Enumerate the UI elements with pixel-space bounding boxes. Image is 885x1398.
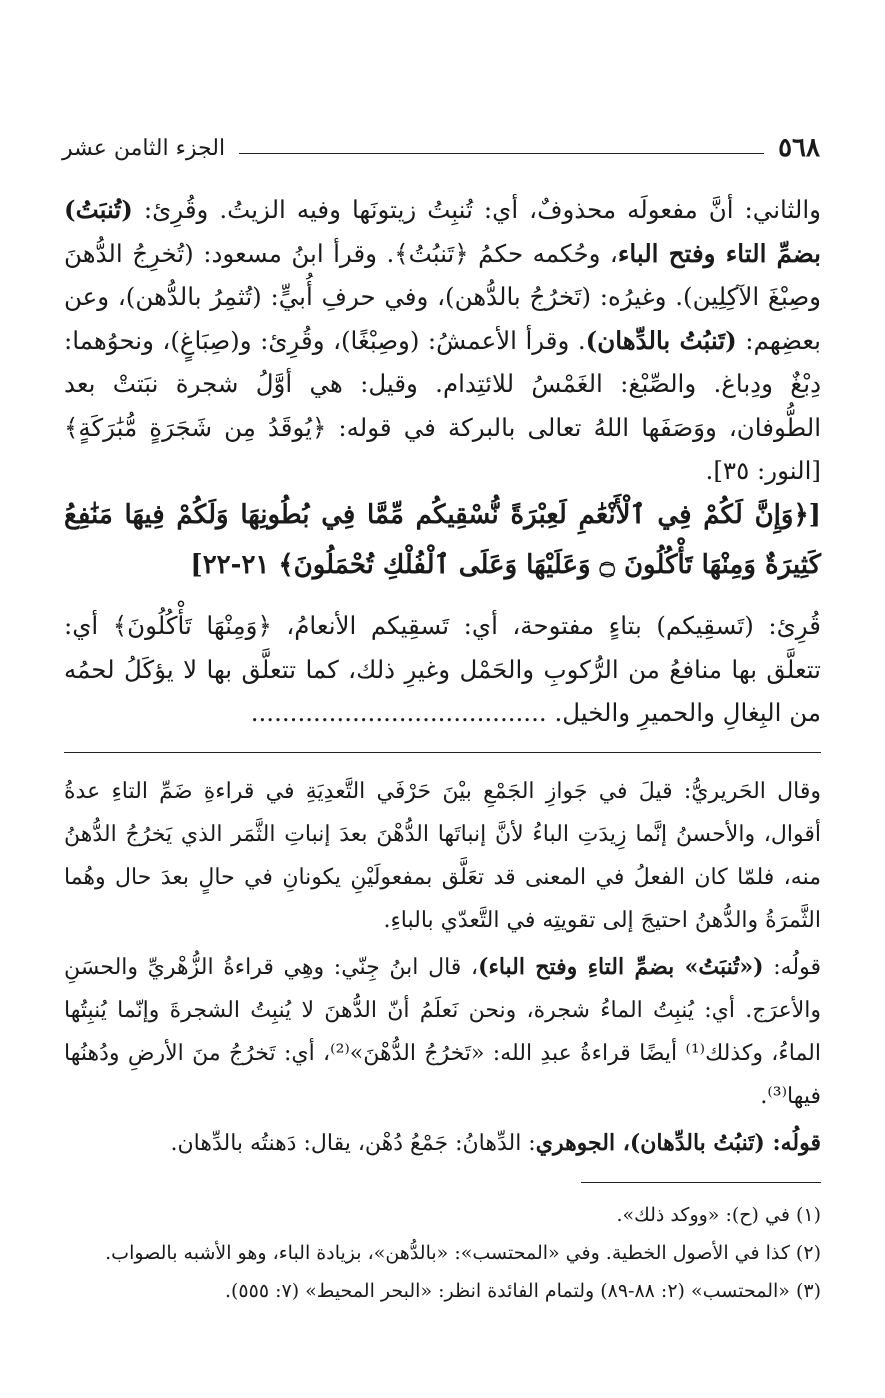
main-paragraph-2: قُرِئ: (تَسقِيكم) بتاءٍ مفتوحة، أي: تَسقِيكم الأنعامُ، ﴿وَمِنْهَا تَأْكُلُونَ﴾ أي: تتعلَّق بها منافعُ من الرُّكوبِ والحَمْل وغيرِ ذلك، كما تتعلَّق بها لا يؤكَلُ لحمُه من البِغالِ والحميرِ والخيل. ...................................... [64, 611, 821, 727]
comm-p2-seg1: قولُه: [763, 955, 821, 980]
main-p1-seg4: (تَنبُتُ بالدِّهان) [585, 325, 737, 355]
commentary-paragraph-3 [64, 1122, 821, 1165]
commentary [64, 770, 821, 1169]
comm-p2-seg3: ، قال ابنُ جِنّي: وهِي قراءةُ الزُّهْريِّ والحسَنِ والأعرَج. أي: يُنبِتُ الماءُ شجرة، ونحن نَعلَمُ أنّ الدُّهنَ لا يُنبِتُ الشجرةَ وإنّما يُنبِتُها الماءُ، وكذلك⁽¹⁾ أيضًا قراءةُ عبدِ الله: «تَخرُجُ الدُّهْنَ»⁽²⁾، أي: تَخرُجُ منَ الأرضِ ودُهنُها فيها⁽³⁾. [64, 955, 821, 1109]
main-text [64, 188, 821, 493]
page-number: ٥٦٨ [778, 133, 820, 163]
quran-verse: [﴿وَإِنَّ لَكُمْ فِي ٱلْأَنْعَٰمِ لَعِبْرَةً نُّسْقِيكُم مِّمَّا فِي بُطُونِهَا وَلَكُمْ فِيهَا مَنَٰفِعُ كَثِيرَةٌ وَمِنْهَا تَأْكُلُونَ ۝ وَعَلَيْهَا وَعَلَى ٱلْفُلْكِ تُحْمَلُونَ﴾ ٢١-٢٢] [64, 500, 821, 580]
main-paragraph-1 [64, 188, 821, 493]
main-p1-seg1: والثاني: أنَّ مفعولَه محذوفٌ، أي: تُنبِتُ زيتونَها وفيه الزيتُ. وقُرِئ: [132, 195, 821, 224]
comm-p3-seg2: : الدِّهانُ: جَمْعُ دُهْن، يقال: دَهنتُه بالدِّهان. [170, 1131, 536, 1156]
header-rule [239, 153, 764, 154]
footnote-2: (٢) كذا في الأصول الخطية. وفي «المحتسب»: «بالدُّهن»، بزيادة الباء، وهو الأشبه بالصواب. [105, 1242, 821, 1264]
main-p1-seg2: (تُنبَتُ) بضمِّ التاء وفتح الباء [64, 195, 821, 268]
quran-verse-block [64, 490, 821, 590]
commentary-paragraph-2 [64, 946, 821, 1118]
comm-p2-seg2: («تُنبَتُ» بضمِّ التاءِ وفتح الباء) [478, 954, 764, 980]
page-header [62, 128, 820, 168]
main-text-2 [64, 604, 821, 735]
main-p1-seg5: . وقرأ الأعمشُ: (وصِبْغًا)، وقُرِئ: و(صِبَاغٍ)، ونحوُهما: دِبْغٌ ودِباغ. والصِّبْغ: الغَمْسُ للائتِدام. وقيل: هي أوَّلُ شجرة نبَتتْ بعد الطُّوفان، ووَصَفَها اللهُ تعالى بالبركة في قوله: ﴿يُوقَدُ مِن شَجَرَةٍ مُّبَٰرَكَةٍ﴾ [النور: ٣٥]. [64, 325, 821, 485]
running-title: الجزء الثامن عشر [62, 135, 226, 161]
main-p1-seg3: ، وحُكمه حكمُ ﴿تَنبُتُ﴾. وقرأ ابنُ مسعود: (تُخرِجُ الدُّهنَ وصِبْغَ الآكِلِين). وغيرُه: (تَخرُجُ بالدُّهن)، وفي حرفِ أُبيٍّ: (تُثمِرُ بالدُّهن)، وعن بعضِهم: [64, 238, 821, 355]
comm-p3-seg1: قولُه: (تَنبُتُ بالدِّهان)، الجوهري [535, 1130, 821, 1156]
footnote-3: (٣) «المحتسب» (٢: ٨٨-٨٩) ولتمام الفائدة انظر: «البحر المحيط» (٧: ٥٥٥). [224, 1280, 821, 1302]
section-separator [64, 752, 821, 753]
footnotes [64, 1196, 821, 1310]
commentary-paragraph-1: وقال الحَريريُّ: قيلَ في جَوازِ الجَمْعِ بيْنَ حَرْفَي التَّعدِيَةِ في قراءةِ ضَمِّ التاءِ عدةُ أقوال، والأحسنُ إنَّما زِيدَتِ الباءُ لأنَّ إنباتَها الدُّهْنَ بعدَ إنباتِ الثَّمَر الذي يَخرُجُ الدُّهنُ منه، فلمّا كان الفعلُ في المعنى قد تعَلَّق بمفعولَيْنِ يكونانِ في حالٍ بعدَ حال وهُما الثَّمرَةُ والدُّهنُ احتيجَ إلى تقويتِه في التَّعدّي بالباءِ. [64, 779, 821, 933]
footnote-1: (١) في (ح): «ووكد ذلك». [616, 1204, 821, 1226]
footnote-rule [581, 1182, 821, 1183]
